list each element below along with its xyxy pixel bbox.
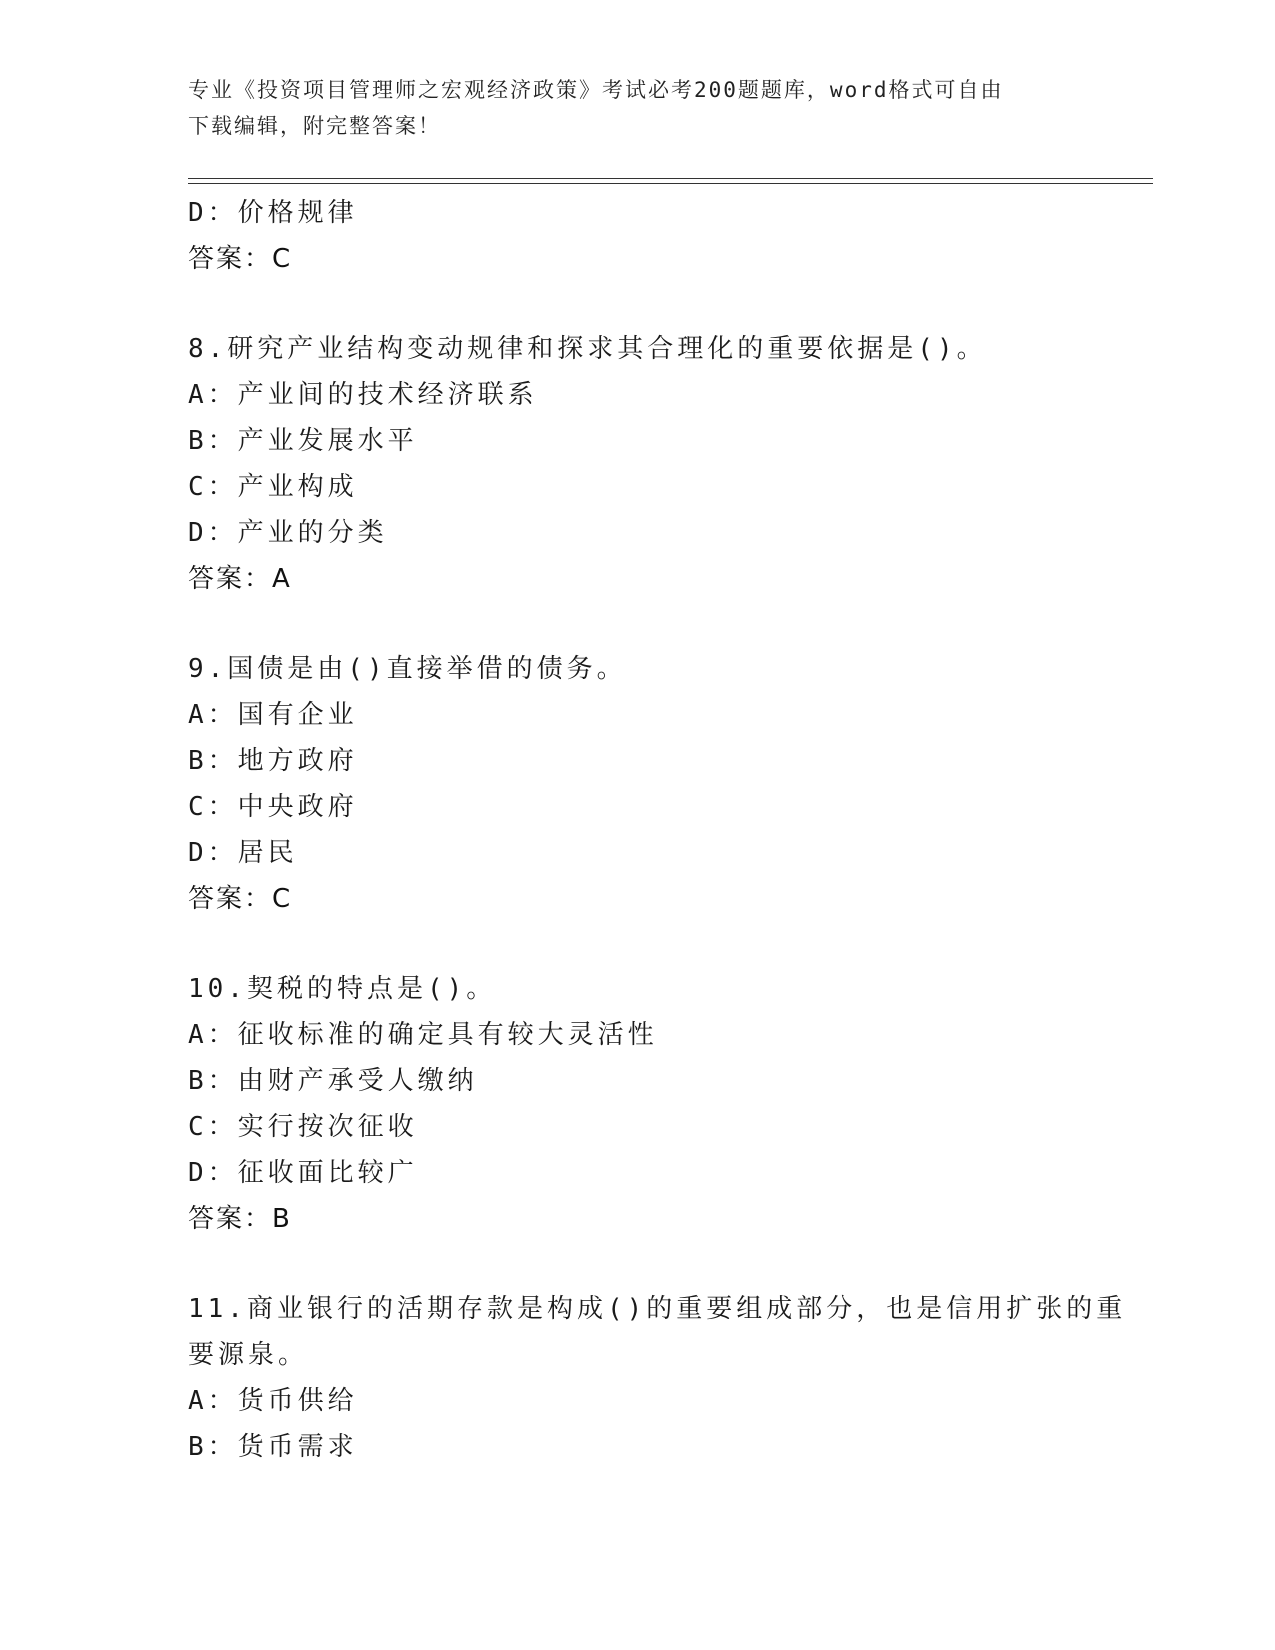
option-a: A：国有企业 <box>188 700 358 730</box>
option-c: C：中央政府 <box>188 792 358 822</box>
option-c: C：产业构成 <box>188 472 358 502</box>
question-text-line-2: 要源泉。 <box>188 1340 309 1370</box>
prev-answer: 答案：C <box>188 244 293 274</box>
header-rule-top <box>188 178 1153 179</box>
option-c: C：实行按次征收 <box>188 1112 418 1142</box>
header-line-2: 下载编辑，附完整答案！ <box>188 114 441 138</box>
answer: 答案：C <box>188 884 293 914</box>
question-9 <box>188 646 1088 922</box>
option-a: A：征收标准的确定具有较大灵活性 <box>188 1020 658 1050</box>
option-b: B：货币需求 <box>188 1432 358 1462</box>
prev-option-d: D：价格规律 <box>188 198 358 228</box>
option-d: D：居民 <box>188 838 298 868</box>
question-8 <box>188 326 1088 602</box>
header-line-1: 专业《投资项目管理师之宏观经济政策》考试必考200题题库，word格式可自由 <box>188 78 1004 102</box>
option-d: D：征收面比较广 <box>188 1158 418 1188</box>
page-header <box>188 72 1088 144</box>
question-text-line-1: 11.商业银行的活期存款是构成()的重要组成部分，也是信用扩张的重 <box>188 1294 1127 1324</box>
question-text: 10.契税的特点是()。 <box>188 974 497 1004</box>
option-b: B：地方政府 <box>188 746 358 776</box>
option-a: A：产业间的技术经济联系 <box>188 380 538 410</box>
answer: 答案：A <box>188 564 292 594</box>
answer: 答案：B <box>188 1204 292 1234</box>
option-b: B：产业发展水平 <box>188 426 418 456</box>
option-b: B：由财产承受人缴纳 <box>188 1066 478 1096</box>
option-d: D：产业的分类 <box>188 518 388 548</box>
question-11 <box>188 1286 1127 1470</box>
question-content <box>188 190 1127 1470</box>
question-text: 9.国债是由()直接举借的债务。 <box>188 654 627 684</box>
question-text: 8.研究产业结构变动规律和探求其合理化的重要依据是()。 <box>188 334 987 364</box>
header-rule-bottom <box>188 183 1153 184</box>
option-a: A：货币供给 <box>188 1386 358 1416</box>
question-10 <box>188 966 1088 1242</box>
